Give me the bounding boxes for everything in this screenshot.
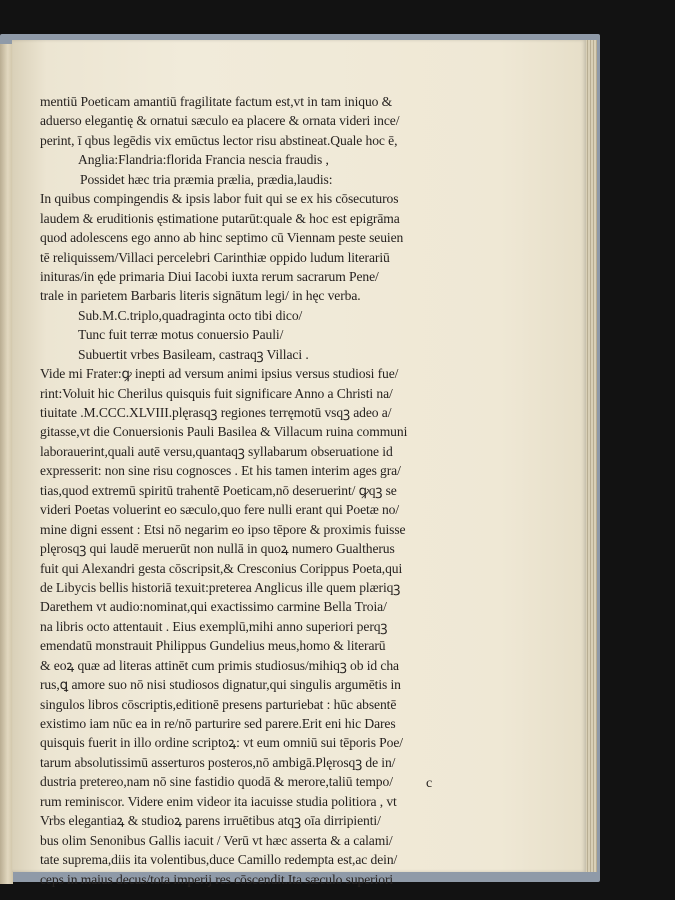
text-line: aduerso elegantię & ornatui sæculo ea placere & ornata videri ince/	[40, 113, 400, 129]
text-line: trale in parietem Barbaris literis signātum legi/ in hęc verba.	[40, 288, 361, 304]
text-line: existimo iam nūc ea in re/nō parturire sed parere.Erit eni hic Dares	[40, 716, 396, 731]
text-line: In quibus compingendis & ipsis labor fuit qui se ex his cōsecuturos	[40, 191, 399, 207]
text-line: mine digni essent : Etsi nō negarim eo ipso tēpore & proximis fuisse	[40, 521, 406, 537]
page-text	[40, 92, 470, 889]
text-line: de Libycis bellis historiā texuit:preterea Anglicus ille quem plæriqꝫ	[40, 579, 401, 595]
text-line: tiuitate .M.CCC.XLVIII.plęrasqꝫ regiones terręmotū vsqꝫ adeo a/	[40, 405, 392, 420]
text-line: tias,quod extremū spiritū trahentē Poeticam,nō deseruerint/ ꝙqꝫ se	[40, 482, 397, 498]
text-line: singulos libros cōscriptis,editionē presens parturiebat : hūc absentē	[40, 696, 397, 712]
text-line: bus olim Senonibus Gallis iacuit / Verū vt hæc asserta & a calami/	[40, 832, 393, 848]
text-line: inituras/in ęde primaria Diui Iacobi iuxta rerum sacrarum Pene/	[40, 268, 379, 284]
text-line: tē reliquissem/Villaci percelebri Carinthiæ oppido ludum literariū	[40, 249, 390, 265]
text-line: Darethem vt audio:nominat,qui exactissimo carmine Bella Troia/	[40, 599, 387, 615]
text-line: dustria pretereo,nam nō sine fastidio quodā & merore,taliū tempo/	[40, 774, 393, 790]
verse-line: Possidet hæc tria præmia prælia, prædia,laudis:	[80, 171, 333, 187]
text-line: videri Poetas voluerint eo sæculo,quo fere nulli erant qui Poetæ no/	[40, 502, 400, 518]
text-line: tarum absolutissimū asserturos posteros,nō ambigā.Plęrosqꝫ de in/	[40, 754, 396, 770]
text-line: rus,ꝗ amore suo nō nisi studiosos dignatur,qui singulis argumētis in	[40, 677, 401, 693]
text-line: mentiū Poeticam amantiū fragilitate factum est,vt in tam iniquo &	[40, 94, 393, 109]
text-line: laudem & eruditionis ęstimatione putarūt:quale & hoc est epigrāma	[40, 210, 400, 226]
text-line: rum reminiscor. Videre enim videor ita iacuisse studia politiora , vt	[40, 793, 397, 809]
text-line: emendatū monstrauit Philippus Gundelius meus,homo & literarū	[40, 638, 386, 654]
page-stack-edge	[585, 40, 597, 872]
text-line: gitasse,vt die Conuersionis Pauli Basilea & Villacum ruina communi	[40, 424, 408, 440]
text-line: plęrosqꝫ qui laudē meruerūt non nullā in quoꝝ numero Gualtherus	[40, 541, 395, 557]
verse-line: Anglia:Flandria:florida Francia nescia fraudis ,	[78, 152, 329, 168]
text-line: Vrbs elegantiaꝝ & studioꝝ parens irruētibus atqꝫ oīa dirripienti/	[40, 813, 381, 829]
text-line: fuit qui Alexandri gesta cōscripsit,& Cresconius Corippus Poeta,qui	[40, 560, 403, 576]
text-line: ceps in maius decus/tota imperij res cōscendit.Ita sæculo superiori	[40, 871, 394, 887]
verse-line: Subuertit vrbes Basileam, castraqꝫ Villaci .	[78, 346, 309, 362]
text-line: na libris octo attentauit . Eius exemplū,mihi anno superiori perqꝫ	[40, 618, 388, 634]
text-line: quod adolescens ego anno ab hinc septimo cū Viennam peste seuien	[40, 230, 404, 246]
text-line: tate suprema,diis ita volentibus,duce Camillo redempta est,ac dein/	[40, 852, 398, 868]
text-line: & eoꝝ quæ ad literas attinēt cum primis studiosus/mihiqꝫ ob id cha	[40, 657, 399, 673]
text-line: expresserit: non sine risu cognosces . Et his tamen interim ages gra/	[40, 463, 401, 479]
signature-mark: c	[426, 776, 433, 791]
text-line: rint:Voluit hic Cherilus quisquis fuit significare Anno a Christi na/	[40, 385, 393, 401]
text-line: Vide mi Frater:ꝙ inepti ad versum animi ipsius versus studiosi fue/	[40, 366, 399, 382]
text-line: laborauerint,quali autē versu,quantaqꝫ syllabarum obseruatione id	[40, 443, 393, 459]
verse-line: Tunc fuit terræ motus conuersio Pauli/	[78, 327, 284, 343]
text-line: quisquis fuerit in illo ordine scriptoꝝ: vt eum omniū sui tēporis Poe/	[40, 735, 403, 751]
verse-line: Sub.M.C.triplo,quadraginta octo tibi dico/	[78, 307, 303, 323]
text-line: perint, ī qbus legēdis vix emūctus lector risu abstineat.Quale hoc ē,	[40, 132, 398, 148]
